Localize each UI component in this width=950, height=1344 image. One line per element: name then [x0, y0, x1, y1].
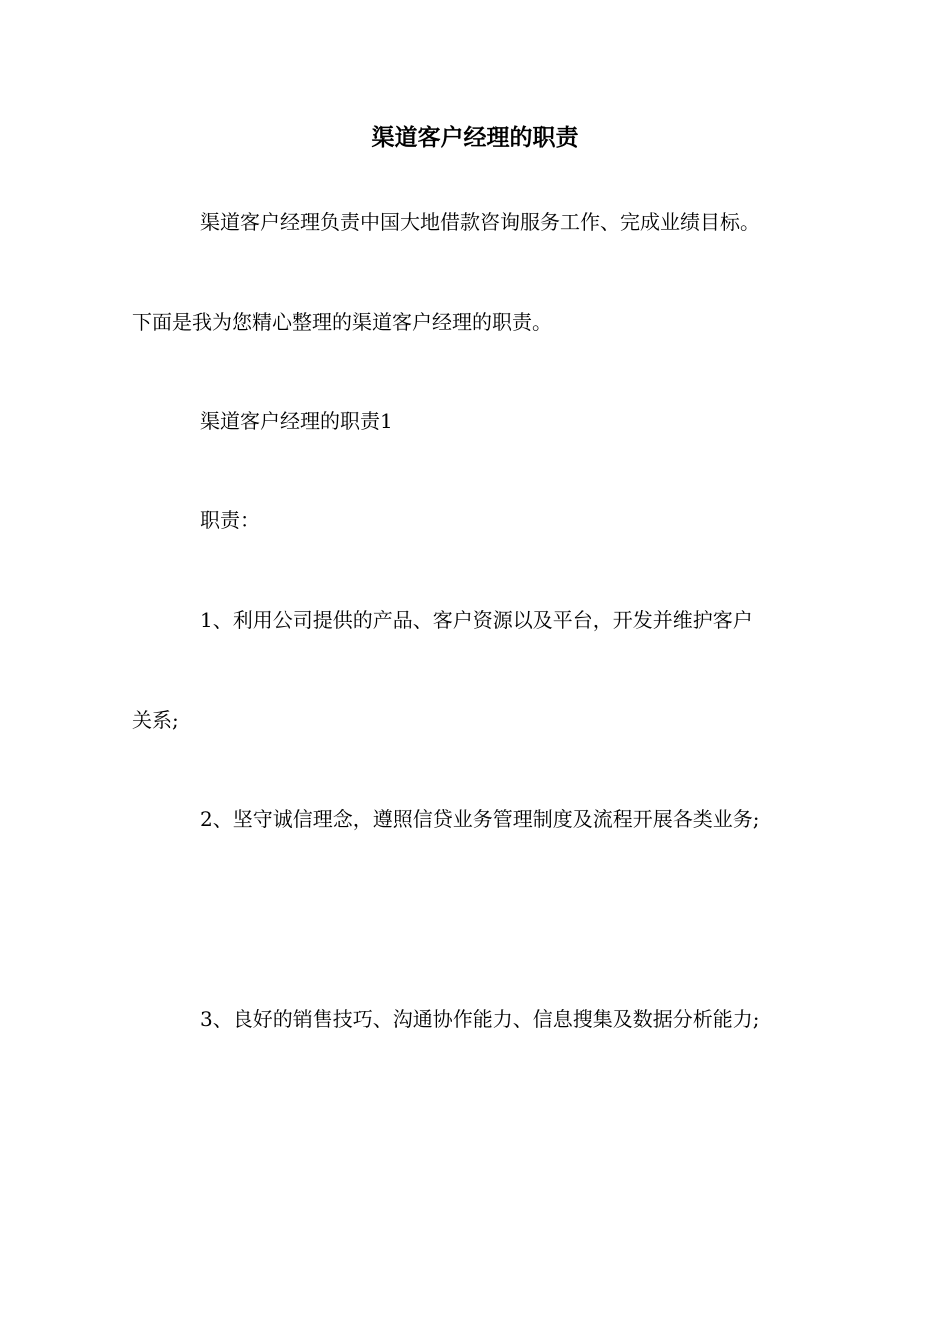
duties-label: 职责：: [200, 508, 260, 532]
duty-item-2: 2、坚守诚信理念，遵照信贷业务管理制度及流程开展各类业务;: [200, 807, 760, 831]
intro-paragraph-line-2: 下面是我为您精心整理的渠道客户经理的职责。: [132, 310, 552, 334]
duty-item-1-line-2: 关系;: [132, 708, 179, 732]
document-title: 渠道客户经理的职责: [371, 125, 579, 151]
duty-item-3: 3、良好的销售技巧、沟通协作能力、信息搜集及数据分析能力;: [200, 1007, 760, 1031]
duty-item-1-line-1: 1、利用公司提供的产品、客户资源以及平台，开发并维护客户: [200, 608, 753, 632]
intro-paragraph-line-1: 渠道客户经理负责中国大地借款咨询服务工作、完成业绩目标。: [200, 210, 760, 234]
section-heading: 渠道客户经理的职责1: [200, 409, 393, 433]
